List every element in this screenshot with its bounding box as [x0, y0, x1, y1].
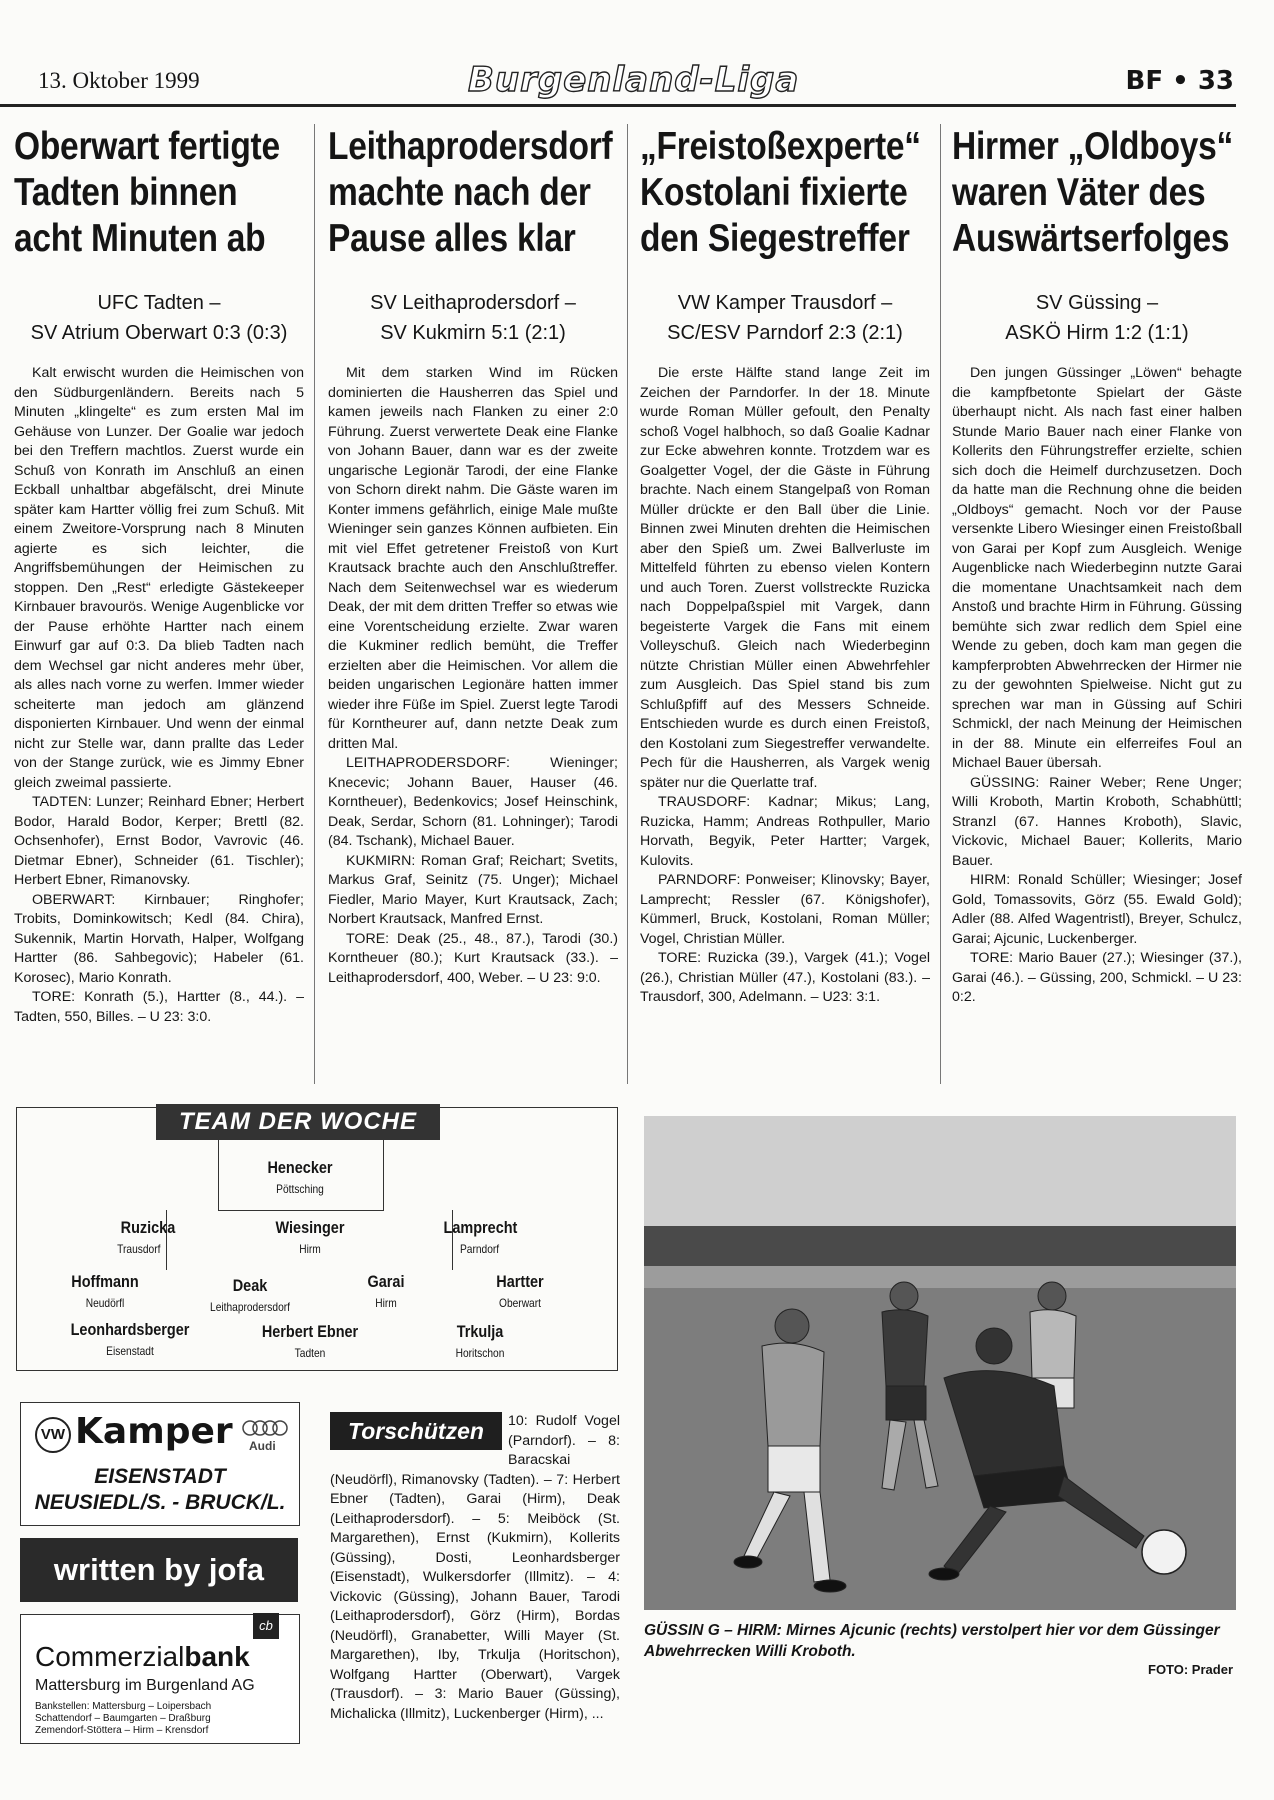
match-result [14, 288, 304, 348]
article-headline: „Freistoßexperte“ Kostolani fixierte den Siegestreffer [640, 125, 921, 260]
match-home: VW Kamper Trausdorf – [677, 292, 893, 314]
top-scorers-title: Torschützen [330, 1412, 502, 1450]
lineup-home: TADTEN: Lunzer; Reinhard Ebner; Herbert Bodor, Harald Bodor, Kerper; Brettl (82. Ochsenhofer), Ernst Bodor, Vavrovic (46. Dietmar Ebner), Schneider (61. Tischler); Herbert Ebner, Rimanovsky. [14, 794, 304, 888]
match-result [952, 288, 1242, 348]
kamper-location-2: NEUSIEDL/S. - BRUCK/L. [34, 1491, 286, 1514]
match-photo [644, 1116, 1236, 1610]
team-of-week-title: TEAM DER WOCHE [156, 1104, 440, 1140]
player-club: Tadten [294, 1346, 326, 1360]
player-club: Horitschon [455, 1346, 505, 1360]
player-club: Eisenstadt [106, 1344, 154, 1358]
match-away-score: ASKÖ Hirm 1:2 (1:1) [1005, 322, 1189, 344]
player-club: Hirm [375, 1296, 397, 1310]
article-paragraph: Die erste Hälfte stand lange Zeit im Zeichen der Parndorfer. In der 18. Minute wurde Roman Müller gefoult, den Penalty schoß Vogel halbhoch, so daß Goalie Kadnar zur Ecke abwehren konnte. Trotzdem war es Goalgetter Vogel, der die Gäste in Führung brachte. Nach einem Stangelpaß von Roman Müller drückte er den Ball über die Linie. Binnen zwei Minuten drehten die Heimischen aber den Spieß um. Zwei Ballverluste im Mittelfeld führten zu ebenso vielen Kontern und auch Toren. Zuerst vollstreckte Ruzicka nach Doppelpaßspiel mit Vargek, dann begeisterte Vargek die Fans mit einem Volleyschuß. Gleich nach Wiederbeginn nützte Christian Müller einen Abwehrfehler zum Ausgleich. Das Spiel stand bis zum Schlußpfiff auf des Messers Schneide. Entschieden wurde es durch einen Freistoß, den Kostolani zum Siegestreffer verwandelte. Pech für die Hausherren, als Vargek wenig später nur die Querlatte traf. [640, 365, 930, 791]
bank-branches-line: Zemendorf-Stöttera – Hirm – Krensdorf [35, 1725, 209, 1736]
section-title: Burgenland-Liga [468, 60, 800, 100]
player-name: Garai [367, 1272, 405, 1291]
player-name: Trkulja [456, 1322, 504, 1341]
lineup-home: TRAUSDORF: Kadnar; Mikus; Lang, Ruzicka, Hamm; Andreas Rothpuller, Mario Horvath, Begyik, Peter Hartter; Vargek, Kulovits. [640, 794, 930, 869]
article-body [14, 364, 304, 1027]
match-away-score: SV Kukmirn 5:1 (2:1) [380, 322, 566, 344]
article-paragraph: Den jungen Güssinger „Löwen“ behagte die kampfbetonte Spielart der Gäste überhaupt nicht. Als nach fast einer halben Stunde Mario Bauer nach einer Flanke von Kollerits den Führungstreffer erzielte, schien sich doch die Heimelf durchzusetzen. Doch da hatte man die Rechnung ohne die beiden „Oldboys“ gemacht. Noch vor der Pause versenkte Libero Wiesinger einen Freistoßball von Garai per Kopf zum Ausgleich. Wenige Augenblicke nach Wiederbeginn nutzte Garai die momentane Unachtsamkeit nach dem Anstoß und brachte Hirm in Führung. Güssing bemühte sich zwar redlich dem Spiel eine Wende zu geben, doch kam man gegen die kampferprobten Abwehrrecken der Hirmer nie zu der gewohnten Spielweise. Nicht gut zu sprechen war man in Güssing auf Schiri Schmickl, der nach Meinung der Heimischen in der 88. Minute ein elferreifes Foul an Michael Bauer übersah. [952, 365, 1242, 771]
lineup-away: PARNDORF: Ponweiser; Klinovsky; Bayer, Lamprecht; Ressler (67. Königshofer), Kümmerl, Bruck, Kostolani, Roman Müller; Vogel, Christian Müller. [640, 872, 930, 947]
lineup-home: GÜSSING: Rainer Weber; Rene Unger; Willi Kroboth, Martin Kroboth, Schabhüttl; Stranzl (67. Hannes Kroboth), Slavic, Vickovic, Michael Bauer; Kollerits, Mario Bauer. [952, 774, 1242, 869]
author-credit: written by jofa [20, 1538, 298, 1602]
column-divider [940, 124, 941, 1084]
article-headline: Leithaprodersdorf machte nach der Pause alles klar [328, 125, 613, 260]
player-club: Neudörfl [85, 1296, 125, 1310]
player-name: Ruzicka [120, 1218, 176, 1237]
player-club: Hirm [299, 1242, 321, 1256]
bank-name-light: Commerzial [35, 1641, 185, 1672]
article-trausdorf-parndorf [640, 124, 930, 1008]
top-scorers-list: 10: Rudolf Vogel (Parndorf). – 8: Baracskai (Neudörfl), Rimanovsky (Tadten). – 7: Herbert Ebner (Tadten), Garai (Hirm), Deak (Leithaprodersdorf). – 5: Meiböck (St. Margarethen), Ernst (Kukmirn), Kollerits (Güssing), Dosti, Leonhardsberger (Eisenstadt), Wulkersdorfer (Illmitz). – 4: Vickovic (Güssing), Johann Bauer, Tarodi (Leithaprodersdorf), Görz (Hirm), Bordas (Neudörfl), Granabetter, Willi Mayer (St. Margarethen), Iby, Trkulja (Horitschon), Wolfgang Hartter (Oberwart), Vargek (Trausdorf). – 3: Mario Bauer (Güssing), Michalicka (Illmitz), Luckenberger (Hirm), ... [330, 1413, 620, 1722]
player-club: Trausdorf [117, 1242, 161, 1256]
photo-credit: FOTO: Prader [1148, 1662, 1234, 1677]
player-name: Deak [232, 1276, 268, 1295]
kamper-ad [20, 1402, 300, 1526]
goals-summary: TORE: Deak (25., 48., 87.), Tarodi (30.) Korntheuer (80.); Kurt Krautsack (33.). – Leithaprodersdorf, 400, Weber. – U 23: 9:0. [328, 930, 618, 986]
match-home: SV Leithaprodersdorf – [370, 292, 576, 314]
photo-boards [644, 1266, 1236, 1288]
lineup-away: OBERWART: Kirnbauer; Ringhofer; Trobits, Dominkowitsch; Kedl (84. Chira), Sukennik, Martin Horvath, Halper, Wolfgang Hartter (86. Sahbegovic); Habeler (61. Korosec), Mario Konrath. [14, 891, 304, 986]
match-away-score: SC/ESV Parndorf 2:3 (2:1) [667, 322, 903, 344]
column-divider [627, 124, 628, 1084]
article-body [952, 364, 1242, 1008]
article-guessing-hirm [952, 124, 1242, 1008]
football-ball [1142, 1530, 1186, 1574]
audi-label: Audi [249, 1439, 276, 1453]
player-name: Henecker [267, 1158, 333, 1177]
bank-name [35, 1641, 250, 1673]
match-home: UFC Tadten – [97, 292, 221, 314]
top-scorers [330, 1412, 620, 1724]
player-name: Leonhardsberger [70, 1320, 190, 1339]
match-home: SV Güssing – [1035, 292, 1159, 314]
bank-subtitle: Mattersburg im Burgenland AG [35, 1677, 255, 1694]
player-name: Hoffmann [71, 1272, 139, 1291]
player-name: Herbert Ebner [261, 1322, 359, 1341]
bank-branches [35, 1701, 211, 1737]
article-headline: Oberwart fertigte Tadten binnen acht Minuten ab [14, 125, 280, 260]
bank-name-bold: bank [184, 1641, 250, 1672]
match-result [640, 288, 930, 348]
player-name: Wiesinger [275, 1218, 345, 1237]
column-divider [314, 124, 315, 1084]
bank-logo-icon: cb [253, 1613, 279, 1639]
bank-branches-line: Bankstellen: Mattersburg – Loipersbach [35, 1701, 212, 1712]
article-paragraph: Kalt erwischt wurden die Heimischen von den Südburgenländern. Bereits nach 5 Minuten „klingelte“ es zum ersten Mal im Gehäuse von Lunzer. Der Goalie war jedoch bei den Treffern machtlos. Zuerst wurde ein Schuß von Konrath im Anschluß an einen Eckball unhaltbar abgefälscht, drei Minute später kam Hartter völlig frei zum Schuß. Mit einem Zweitore-Vorsprung nach 8 Minuten agierte es sich leichter, die Angriffsbemühungen der Heimischen zu stoppen. Den „Rest“ erledigte Gästekeeper Kirnbauer bravourös. Wenige Augenblicke vor der Pause erhöhte Hartter nach einem Einwurf gar auf 0:3. Da blieb Tadten nach dem Wechsel gar nicht anderes mehr über, als alles nach vorne zu werfen. Immer wieder scheiterte man jedoch am glänzend disponierten Kirnbauer. Und wenn der einmal nicht zur Stelle war, dann prallte das Leder von der Stange zurück, wie es Jimmy Ebner gleich zweimal passierte. [14, 365, 304, 791]
goals-summary: TORE: Ruzicka (39.), Vargek (41.); Vogel (26.), Christian Müller (47.), Kostolani (83.). – Trausdorf, 300, Adelmann. – U23: 3:1. [640, 950, 930, 1005]
player-club: Pöttsching [276, 1182, 324, 1196]
lineup-away: HIRM: Ronald Schüller; Wiesinger; Josef Gold, Tomassovits, Görz (55. Ewald Gold); Adler (88. Alfed Wagentristl), Breyer, Schulcz, Garai; Ajcunic, Luckenberger. [952, 872, 1242, 947]
goals-summary: TORE: Konrath (5.), Hartter (8., 44.). – Tadten, 550, Billes. – U 23: 3:0. [14, 989, 304, 1025]
goals-summary: TORE: Mario Bauer (27.); Wiesinger (37.), Garai (46.). – Güssing, 200, Schmickl. – U 23: 0:2. [952, 950, 1242, 1005]
page-number: BF • 33 [1125, 66, 1234, 96]
commerzialbank-ad [20, 1614, 300, 1744]
article-paragraph: Mit dem starken Wind im Rücken dominierten die Hausherren das Spiel und kamen jeweils nach Flanken zu einer 2:0 Führung. Zuerst verwertete Deak eine Flanke von Johann Bauer, dann war es der zweite ungarische Legionär Tarodi, der eine Flanke von Schorn direkt nahm. Die Gäste waren im Konter immens gefährlich, einige Male mußte Wieninger sein ganzes Können aufbieten. Ein mit viel Effet getretener Freistoß von Kurt Krautsack brachte auch den Anschlußtreffer. Nach dem Seitenwechsel war es wiederum Deak, der mit dem dritten Treffer so etwas wie eine Vorentscheidung erzielte. Zwar waren die Kukminer redlich bemüht, die Treffer erzielten aber die Heimischen. Vor allem die beiden ungarischen Legionäre hatten immer wieder ihre Füße im Spiel. Zuerst legte Tarodi für Korntheurer auf, dann netzte Deak zum dritten Mal. [328, 365, 618, 752]
audi-rings-icon [241, 1419, 291, 1437]
photo-caption: GÜSSIN G – HIRM: Mirnes Ajcunic (rechts) verstolpert hier vor dem Güssinger Abwehrrecken Willi Kroboth. [644, 1622, 1220, 1660]
lineup-home: LEITHAPRODERSDORF: Wieninger; Knecevic; Johann Bauer, Hauser (46. Korntheuer), Bedenkovics; Josef Heinschink, Deak, Serdar, Schorn (81. Lohninger); Tarodi (84. Tschank), Michael Bauer. [328, 755, 618, 849]
article-body [328, 364, 618, 988]
lineup-away: KUKMIRN: Roman Graf; Reichart; Svetits, Markus Graf, Seinitz (75. Unger); Michael Fiedler, Mario Mayer, Kurt Krautsack, Zach; Norbert Krautsack, Manfred Ernst. [328, 852, 618, 927]
kamper-brand: Kamper [75, 1411, 233, 1452]
player-name: Hartter [496, 1272, 544, 1291]
article-headline: Hirmer „Oldboys“ waren Väter des Auswärtserfolges [952, 125, 1234, 260]
vw-logo-icon: VW [35, 1417, 71, 1453]
issue-date: 13. Oktober 1999 [38, 68, 200, 93]
player-club: Oberwart [499, 1296, 541, 1310]
player-club: Leithaprodersdorf [210, 1300, 290, 1314]
article-leithaprodersdorf-kukmirn [328, 124, 618, 988]
header-rule [0, 104, 1236, 107]
match-away-score: SV Atrium Oberwart 0:3 (0:3) [30, 322, 288, 344]
player-name: Lamprecht [443, 1218, 518, 1237]
bank-branches-line: Schattendorf – Baumgarten – Draßburg [35, 1713, 211, 1724]
article-body [640, 364, 930, 1008]
kamper-location-1: EISENSTADT [94, 1465, 226, 1488]
player-club: Parndorf [460, 1242, 500, 1256]
match-result [328, 288, 618, 348]
article-tadten-oberwart [14, 124, 304, 1027]
